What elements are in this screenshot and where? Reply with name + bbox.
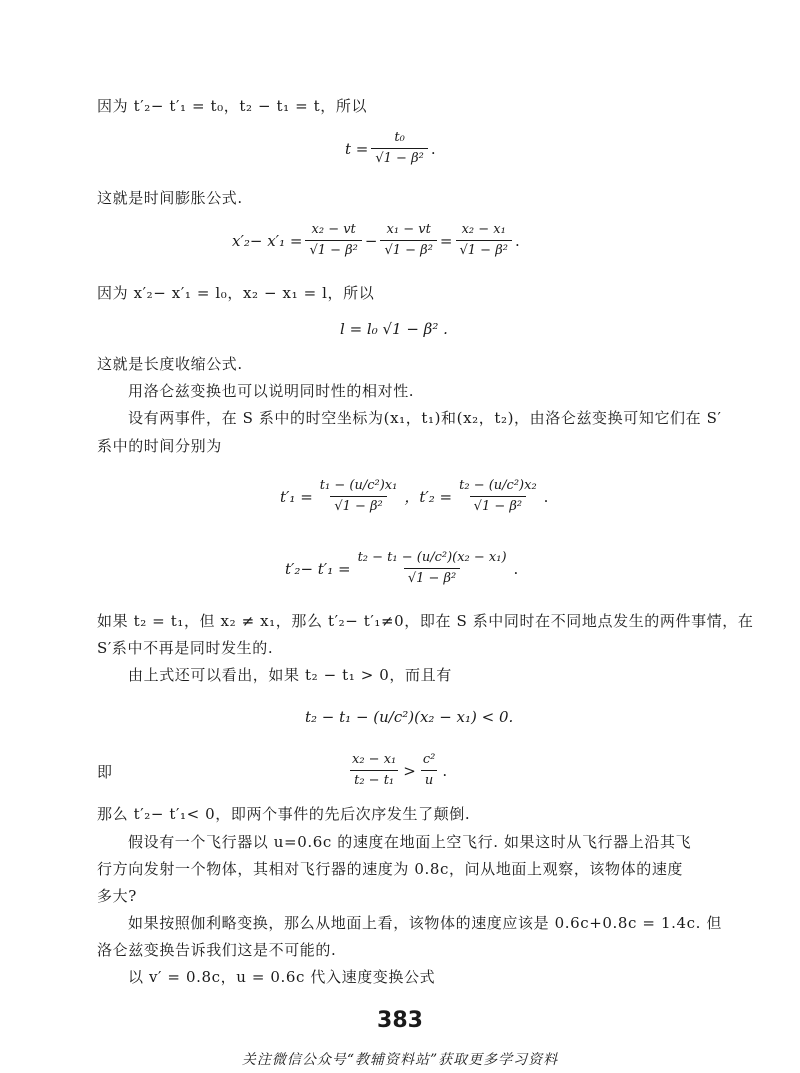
text-line: 因为 x′₂− x′₁ = l₀，x₂ − x₁ = l，所以 xyxy=(97,284,375,302)
text-line: 用洛仑兹变换也可以说明同时性的相对性. xyxy=(128,382,415,400)
text-line: 那么 t′₂− t′₁< 0，即两个事件的先后次序发生了颠倒. xyxy=(97,805,471,823)
denominator: √1 − β² xyxy=(470,496,526,515)
equation-ratio xyxy=(345,752,447,789)
eq-lhs: ，t′₂ = xyxy=(404,488,453,506)
numerator: t₀ xyxy=(394,130,405,145)
fraction xyxy=(380,222,436,259)
equation-length-contraction: l = l₀ √1 − β² . xyxy=(340,320,448,338)
eq-end: . xyxy=(513,559,519,578)
numerator: t₁ − (u/c²)x₁ xyxy=(319,478,398,493)
text-line: 由上式还可以看出，如果 t₂ − t₁ > 0，而且有 xyxy=(128,666,452,684)
numerator: x₁ − vt xyxy=(386,222,431,237)
fraction xyxy=(316,478,402,515)
fraction xyxy=(348,752,400,789)
fraction xyxy=(456,222,512,259)
page-number: 383 xyxy=(377,1008,423,1033)
text-line: 洛仑兹变换告诉我们这是不可能的. xyxy=(97,941,337,959)
equation-inequality: t₂ − t₁ − (u/c²)(x₂ − x₁) < 0. xyxy=(305,708,514,726)
text-line: 这就是时间膨胀公式. xyxy=(97,189,243,207)
text-line: 以 v′ = 0.8c，u = 0.6c 代入速度变换公式 xyxy=(128,968,436,986)
text-line: 即 xyxy=(97,763,113,781)
denominator: √1 − β² xyxy=(456,240,512,259)
equation-time-difference xyxy=(285,550,518,587)
denominator: √1 − β² xyxy=(380,240,436,259)
footer-watermark: 关注微信公众号“教辅资料站”获取更多学习资料 xyxy=(241,1052,559,1068)
equation-length xyxy=(232,222,520,259)
text-line: 设有两事件，在 S 系中的时空坐标为(x₁，t₁)和(x₂，t₂)，由洛仑兹变换可知它们在 S′ xyxy=(128,409,722,427)
text-line: 多大? xyxy=(97,887,137,905)
numerator: x₂ − vt xyxy=(311,222,356,237)
eq-end: . xyxy=(430,139,436,158)
equation-transformed-times xyxy=(280,478,548,515)
fraction xyxy=(305,222,361,259)
eq-end: . xyxy=(514,231,520,250)
greater-than-sign: > xyxy=(403,761,416,780)
denominator: √1 − β² xyxy=(330,496,386,515)
fraction xyxy=(419,752,440,789)
eq-lhs: t = xyxy=(345,139,369,158)
eq-end: . xyxy=(543,487,549,506)
equation-time-dilation xyxy=(345,130,436,167)
denominator: u xyxy=(421,770,437,789)
fraction xyxy=(354,550,511,587)
numerator: t₂ − t₁ − (u/c²)(x₂ − x₁) xyxy=(357,550,507,565)
numerator: t₂ − (u/c²)x₂ xyxy=(459,478,537,493)
fraction xyxy=(455,478,541,515)
text-line: 因为 t′₂− t′₁ = t₀，t₂ − t₁ = t，所以 xyxy=(97,97,368,115)
text-line: 行方向发射一个物体，其相对飞行器的速度为 0.8c，问从地面上观察，该物体的速度 xyxy=(97,860,684,878)
eq-lhs: t′₁ = xyxy=(280,487,313,506)
text-line: 这就是长度收缩公式. xyxy=(97,355,243,373)
text-line: 假设有一个飞行器以 u=0.6c 的速度在地面上空飞行. 如果这时从飞行器上沿其飞 xyxy=(128,833,692,851)
text-line: 如果 t₂ = t₁，但 x₂ ≠ x₁，那么 t′₂− t′₁≠0，即在 S 系中同时在不同地点发生的两件事情，在 xyxy=(97,612,754,630)
denominator: √1 − β² xyxy=(305,240,361,259)
minus-sign: − xyxy=(364,231,378,250)
eq-lhs: t′₂− t′₁ = xyxy=(285,559,351,578)
eq-end: . xyxy=(442,761,448,780)
denominator: √1 − β² xyxy=(404,568,460,587)
denominator: √1 − β² xyxy=(371,148,427,167)
text-line: S′系中不再是同时发生的. xyxy=(97,639,274,657)
text-line: 如果按照伽利略变换，那么从地面上看，该物体的速度应该是 0.6c+0.8c = 1.4c. 但 xyxy=(128,914,722,932)
eq-lhs: x′₂− x′₁ = xyxy=(232,231,303,250)
numerator: x₂ − x₁ xyxy=(352,752,397,767)
fraction xyxy=(371,130,427,167)
denominator: t₂ − t₁ xyxy=(350,770,398,789)
text-line: 系中的时间分别为 xyxy=(97,437,222,455)
numerator: c² xyxy=(422,752,436,767)
numerator: x₂ − x₁ xyxy=(461,222,506,237)
equals-sign: = xyxy=(439,231,453,250)
